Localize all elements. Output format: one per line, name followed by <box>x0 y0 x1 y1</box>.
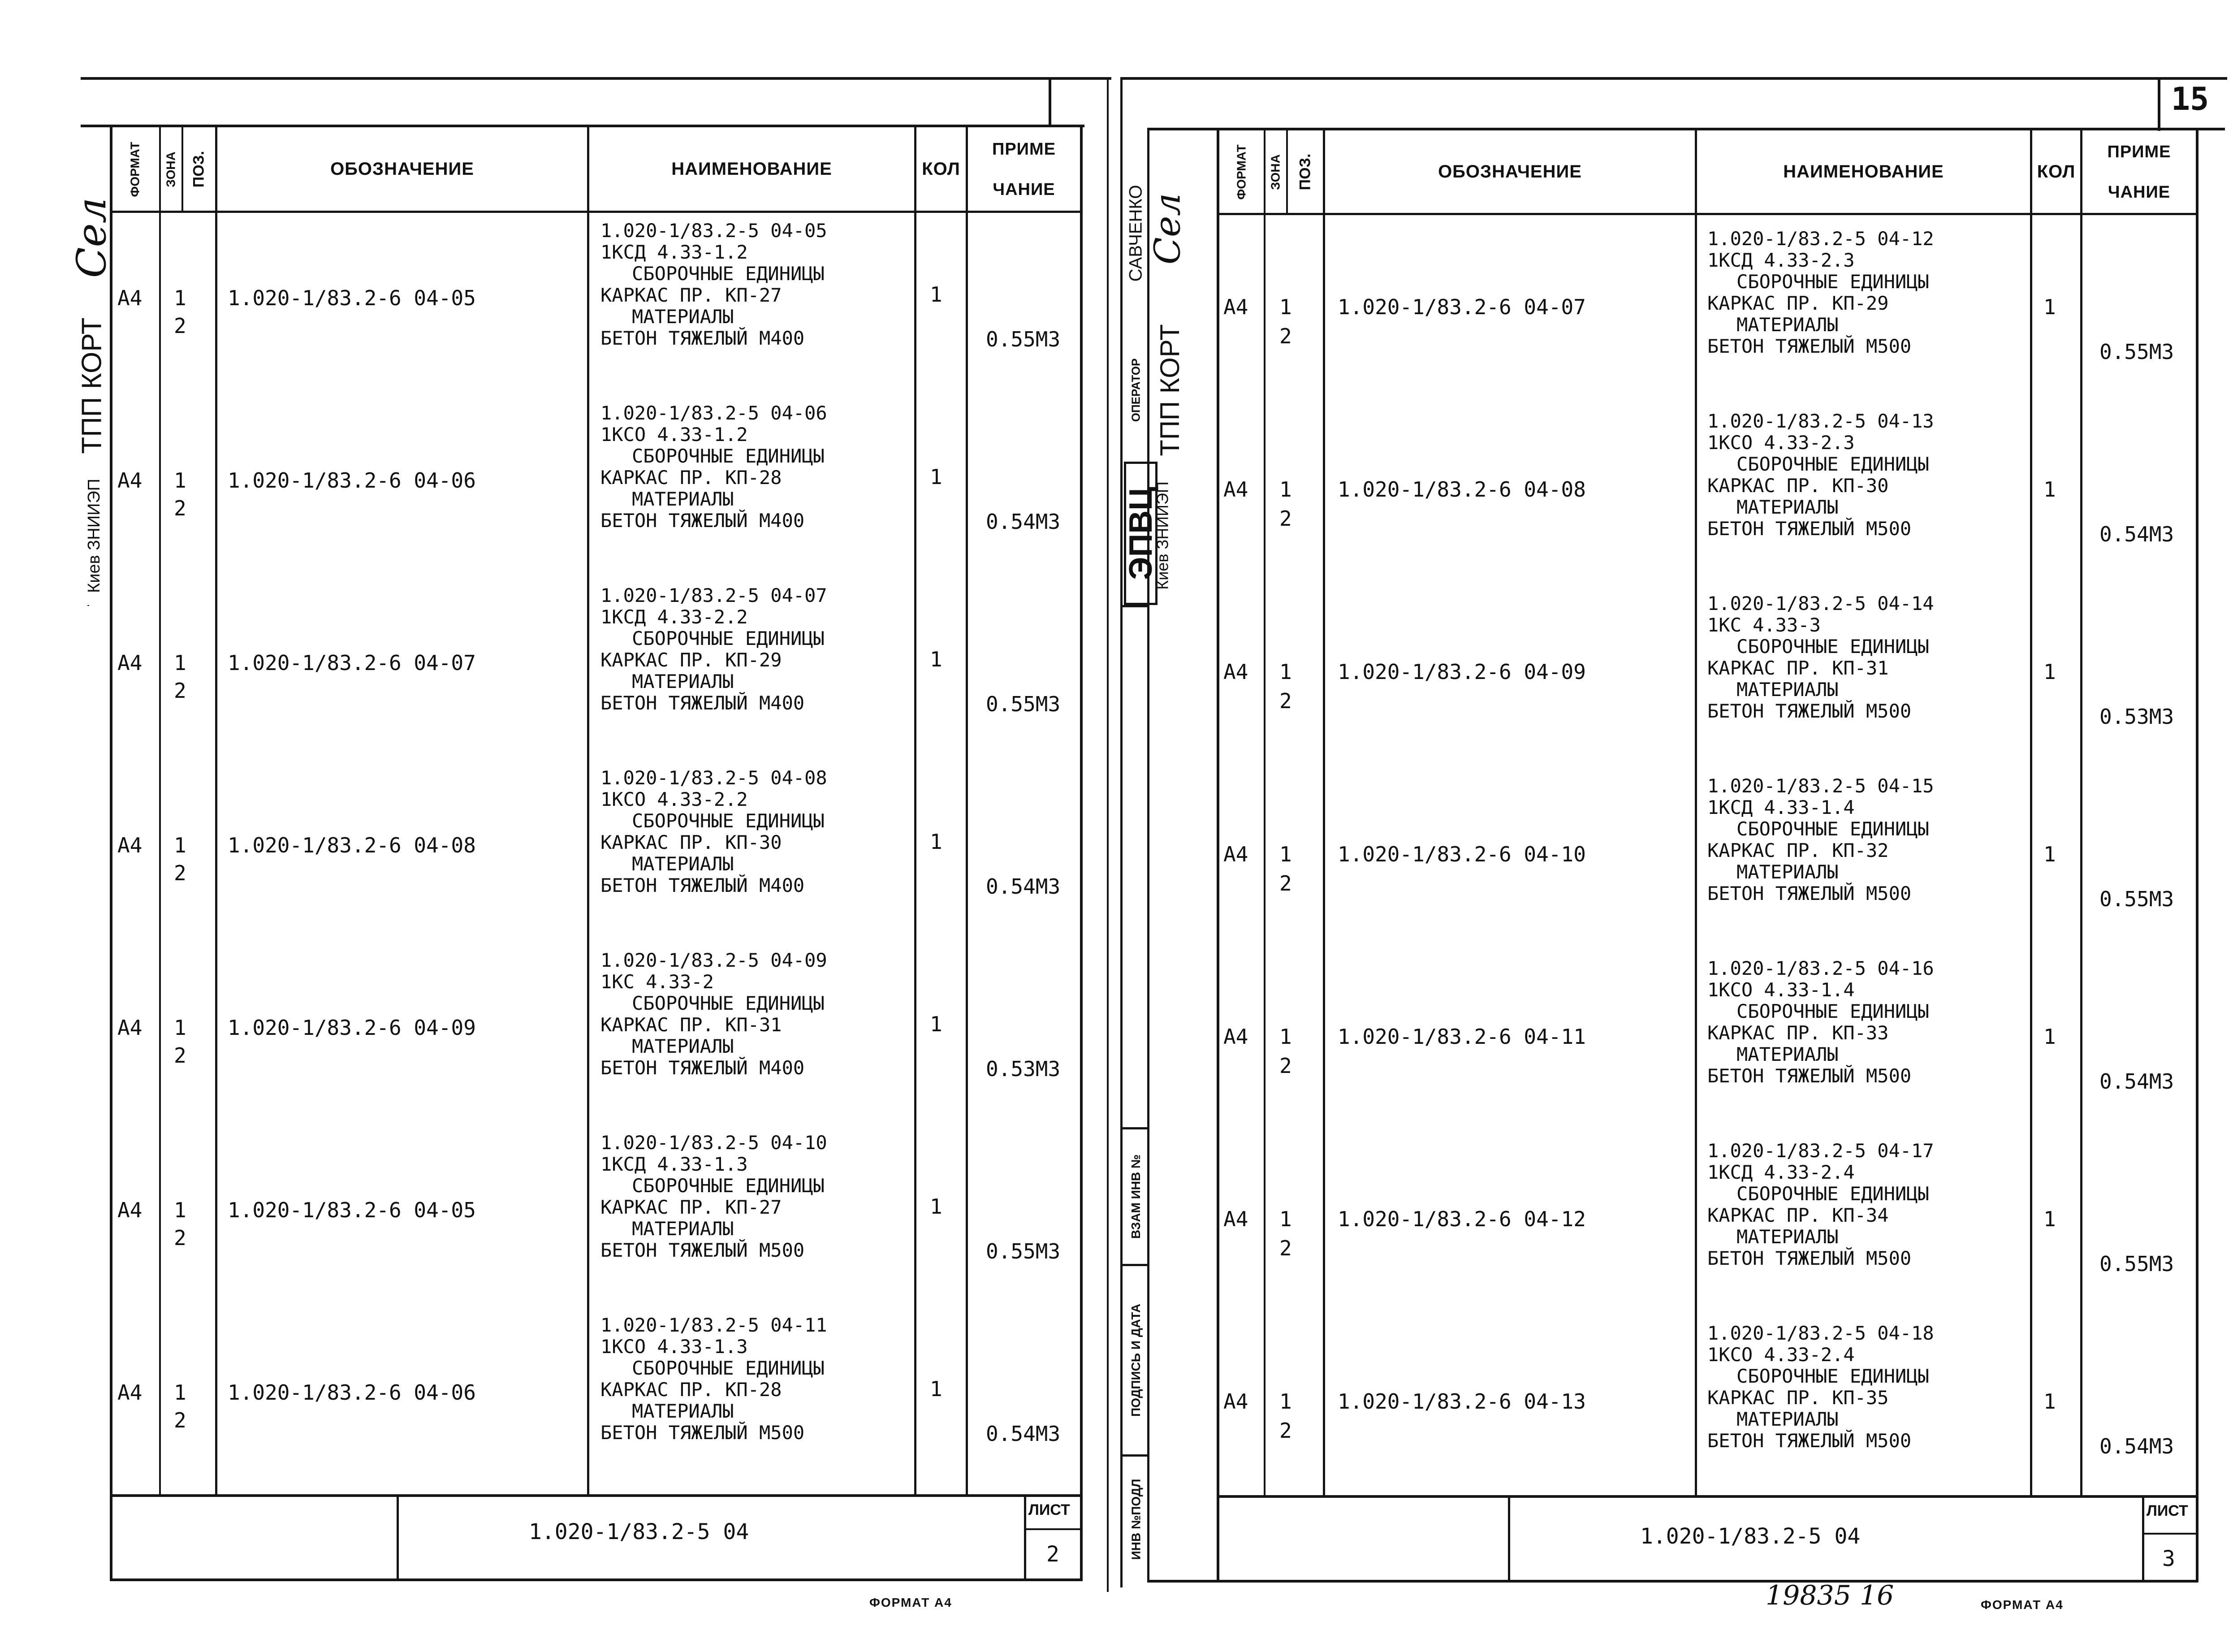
name-line: 1.020-1/83.2-5 04-07 <box>600 584 827 606</box>
header-pos: ПОЗ. <box>190 151 207 188</box>
name-line: 1КСО 4.33-1.3 <box>600 1336 748 1358</box>
sheet-number: 3 <box>2162 1546 2175 1571</box>
name-line: 1КСД 4.33-1.4 <box>1707 796 1855 818</box>
name-line: СБОРОЧНЫЕ ЕДИНИЦЫ <box>1736 636 1929 657</box>
name-line: МАТЕРИАЛЫ <box>632 1400 734 1422</box>
name-line: МАТЕРИАЛЫ <box>1736 861 1839 883</box>
header-pos: ПОЗ. <box>1296 153 1314 190</box>
name-line: КАРКАС ПР. КП-30 <box>1707 475 1889 497</box>
zone-cell: 1 <box>1279 1025 1292 1049</box>
stamp-vzam: ВЗАМ ИНВ № <box>1129 1154 1143 1239</box>
zone-cell: 1 <box>1279 842 1292 866</box>
sheet-label: ЛИСТ <box>1028 1501 1070 1518</box>
name-line: БЕТОН ТЯЖЕЛЫЙ М500 <box>1707 1065 1912 1087</box>
designation-cell: 1.020-1/83.2-6 04-08 <box>1338 477 1586 502</box>
designation-cell: 1.020-1/83.2-6 04-10 <box>1338 842 1586 866</box>
sheet-number: 2 <box>1046 1542 1059 1567</box>
designation-cell: 1.020-1/83.2-6 04-05 <box>228 1198 476 1222</box>
name-line: 1.020-1/83.2-5 04-05 <box>600 220 827 242</box>
designation-cell: 1.020-1/83.2-6 04-09 <box>1338 660 1586 684</box>
doc-code: 1.020-1/83.2-5 04 <box>1640 1524 1861 1549</box>
name-line: КАРКАС ПР. КП-31 <box>1707 657 1889 679</box>
name-line: 1КСО 4.33-2.3 <box>1707 432 1855 454</box>
note-cell: 0.54М3 <box>2099 522 2174 546</box>
designation-cell: 1.020-1/83.2-6 04-13 <box>1338 1389 1586 1414</box>
stamp-operator: ОПЕРАТОР <box>1129 358 1143 422</box>
designation-cell: 1.020-1/83.2-6 04-06 <box>228 468 476 493</box>
name-line: 1.020-1/83.2-5 04-14 <box>1707 592 1934 614</box>
name-line: 1.020-1/83.2-5 04-18 <box>1707 1322 1934 1344</box>
designation-cell: 1.020-1/83.2-6 04-12 <box>1338 1207 1586 1231</box>
stamp-podpis: ПОДПИСЬ И ДАТА <box>1129 1303 1143 1417</box>
header-designation: ОБОЗНАЧЕНИЕ <box>1438 162 1582 182</box>
pos-cell: 2 <box>1279 1418 1292 1443</box>
name-line: БЕТОН ТЯЖЕЛЫЙ М500 <box>1707 882 1912 904</box>
qty-cell: 1 <box>2043 477 2056 502</box>
name-line: 1.020-1/83.2-5 04-15 <box>1707 775 1934 797</box>
format-note: ФОРМАТ А4 <box>1981 1598 2064 1612</box>
name-line: 1.020-1/83.2-5 04-12 <box>1707 228 1934 250</box>
format-cell: А4 <box>117 833 143 857</box>
pos-cell: 2 <box>1279 506 1292 531</box>
qty-cell: 1 <box>930 1377 942 1401</box>
pos-cell: 2 <box>174 496 186 520</box>
note-cell: 0.55М3 <box>2099 1252 2174 1276</box>
format-cell: А4 <box>1223 842 1248 866</box>
format-cell: А4 <box>117 1198 143 1222</box>
header-name: НАИМЕНОВАНИЕ <box>671 159 832 179</box>
qty-cell: 1 <box>930 1012 942 1036</box>
header-zone: ЗОНА <box>164 151 178 187</box>
qty-cell: 1 <box>2043 295 2056 319</box>
format-cell: А4 <box>117 468 143 493</box>
name-line: БЕТОН ТЯЖЕЛЫЙ М500 <box>600 1422 805 1444</box>
name-line: 1.020-1/83.2-5 04-06 <box>600 402 827 424</box>
zone-cell: 1 <box>1279 1389 1292 1414</box>
note-cell: 0.53М3 <box>2099 705 2174 729</box>
note-cell: 0.54М3 <box>986 510 1061 534</box>
header-qty: КОЛ <box>922 159 960 179</box>
designation-cell: 1.020-1/83.2-6 04-07 <box>1338 295 1586 319</box>
stamp-person: САВЧЕНКО <box>1126 185 1146 281</box>
signature: Сел <box>68 197 116 278</box>
name-line: КАРКАС ПР. КП-27 <box>600 1196 782 1218</box>
designation-cell: 1.020-1/83.2-6 04-07 <box>228 651 476 675</box>
designation-cell: 1.020-1/83.2-6 04-08 <box>228 833 476 857</box>
signature: Сел <box>1146 193 1188 264</box>
name-line: 1.020-1/83.2-5 04-13 <box>1707 410 1934 432</box>
designation-cell: 1.020-1/83.2-6 04-05 <box>228 286 476 310</box>
format-cell: А4 <box>1223 1025 1248 1049</box>
format-cell: А4 <box>1223 477 1248 502</box>
name-line: 1.020-1/83.2-5 04-16 <box>1707 957 1934 979</box>
name-line: БЕТОН ТЯЖЕЛЫЙ М400 <box>600 692 805 714</box>
format-cell: А4 <box>117 651 143 675</box>
name-line: СБОРОЧНЫЕ ЕДИНИЦЫ <box>632 1357 825 1379</box>
name-line: СБОРОЧНЫЕ ЕДИНИЦЫ <box>632 810 825 832</box>
name-line: 1КС 4.33-3 <box>1707 614 1821 636</box>
qty-cell: 1 <box>930 1194 942 1219</box>
name-line: 1.020-1/83.2-5 04-17 <box>1707 1140 1934 1162</box>
stamp-org: ТПП КОРТ <box>76 317 108 454</box>
pos-cell: 2 <box>1279 324 1292 348</box>
header-designation: ОБОЗНАЧЕНИЕ <box>330 159 474 179</box>
name-line: 1.020-1/83.2-5 04-09 <box>600 949 827 971</box>
name-line: 1КСД 4.33-1.2 <box>600 241 748 263</box>
name-line: БЕТОН ТЯЖЕЛЫЙ М500 <box>1707 1430 1912 1452</box>
note-cell: 0.55М3 <box>2099 340 2174 364</box>
pos-cell: 2 <box>174 1043 186 1068</box>
name-line: МАТЕРИАЛЫ <box>1736 1408 1839 1430</box>
note-cell: 0.55М3 <box>986 692 1061 716</box>
qty-cell: 1 <box>930 830 942 854</box>
note-cell: 0.54М3 <box>986 1422 1061 1446</box>
stamp-inv: ИНВ №ПОДЛ <box>1129 1479 1143 1560</box>
designation-cell: 1.020-1/83.2-6 04-09 <box>228 1016 476 1040</box>
zone-cell: 1 <box>174 1016 186 1040</box>
right-sheet <box>1116 0 2233 1652</box>
name-line: МАТЕРИАЛЫ <box>632 1218 734 1240</box>
header-name: НАИМЕНОВАНИЕ <box>1783 162 1944 182</box>
sheet-label: ЛИСТ <box>2147 1502 2188 1519</box>
name-line: 1КСО 4.33-2.4 <box>1707 1344 1855 1366</box>
name-line: СБОРОЧНЫЕ ЕДИНИЦЫ <box>1736 818 1929 840</box>
name-line: 1КС 4.33-2 <box>600 971 714 993</box>
name-line: МАТЕРИАЛЫ <box>632 670 734 692</box>
name-line: КАРКАС ПР. КП-28 <box>600 1379 782 1401</box>
page-number: 15 <box>2171 81 2209 117</box>
header-qty: КОЛ <box>2037 162 2076 182</box>
stamp-org: ТПП КОРТ <box>1154 324 1185 456</box>
name-line: 1.020-1/83.2-5 04-11 <box>600 1314 827 1336</box>
note-cell: 0.55М3 <box>2099 887 2174 911</box>
name-line: 1КСД 4.33-1.3 <box>600 1153 748 1175</box>
pos-cell: 2 <box>1279 689 1292 713</box>
name-line: СБОРОЧНЫЕ ЕДИНИЦЫ <box>1736 1365 1929 1387</box>
qty-cell: 1 <box>2043 660 2056 684</box>
name-line: СБОРОЧНЫЕ ЕДИНИЦЫ <box>1736 453 1929 475</box>
designation-cell: 1.020-1/83.2-6 04-06 <box>228 1380 476 1405</box>
name-line: БЕТОН ТЯЖЕЛЫЙ М400 <box>600 327 805 349</box>
name-line: 1КСД 4.33-2.4 <box>1707 1161 1855 1183</box>
header-note: ПРИМЕ ЧАНИЕ <box>2107 142 2171 202</box>
name-line: СБОРОЧНЫЕ ЕДИНИЦЫ <box>1736 1183 1929 1205</box>
name-line: КАРКАС ПР. КП-29 <box>600 649 782 671</box>
note-cell: 0.53М3 <box>986 1057 1061 1081</box>
name-line: БЕТОН ТЯЖЕЛЫЙ М500 <box>1707 518 1912 540</box>
name-line: МАТЕРИАЛЫ <box>1736 496 1839 518</box>
note-cell: 0.54М3 <box>2099 1434 2174 1458</box>
name-line: КАРКАС ПР. КП-27 <box>600 284 782 306</box>
pos-cell: 2 <box>174 861 186 885</box>
pos-cell: 2 <box>1279 1054 1292 1078</box>
zone-cell: 1 <box>1279 477 1292 502</box>
handwritten-number: 19835 16 <box>1766 1580 1894 1611</box>
zone-cell: 1 <box>1279 295 1292 319</box>
format-cell: А4 <box>1223 1207 1248 1231</box>
name-line: 1КСД 4.33-2.3 <box>1707 249 1855 271</box>
format-cell: А4 <box>117 286 143 310</box>
note-cell: 0.54М3 <box>986 874 1061 899</box>
qty-cell: 1 <box>2043 1389 2056 1414</box>
note-cell: 0.55М3 <box>986 327 1061 351</box>
name-line: КАРКАС ПР. КП-30 <box>600 831 782 853</box>
zone-cell: 1 <box>174 286 186 310</box>
doc-code: 1.020-1/83.2-5 04 <box>529 1519 749 1544</box>
name-line: СБОРОЧНЫЕ ЕДИНИЦЫ <box>632 263 825 285</box>
name-line: МАТЕРИАЛЫ <box>1736 679 1839 701</box>
zone-cell: 1 <box>1279 660 1292 684</box>
pos-cell: 2 <box>174 679 186 703</box>
stamp-city: Киев ЗНИИЭП <box>1153 481 1172 590</box>
format-cell: А4 <box>1223 1389 1248 1414</box>
note-cell: 0.55М3 <box>986 1239 1061 1263</box>
name-line: БЕТОН ТЯЖЕЛЫЙ М400 <box>600 510 805 532</box>
zone-cell: 1 <box>174 1198 186 1222</box>
qty-cell: 1 <box>930 465 942 489</box>
pos-cell: 2 <box>174 1408 186 1432</box>
name-line: БЕТОН ТЯЖЕЛЫЙ М500 <box>1707 1247 1912 1269</box>
name-line: МАТЕРИАЛЫ <box>632 488 734 510</box>
name-line: 1.020-1/83.2-5 04-08 <box>600 767 827 789</box>
qty-cell: 1 <box>930 282 942 307</box>
header-format: ФОРМАТ <box>1235 144 1248 200</box>
name-line: БЕТОН ТЯЖЕЛЫЙ М500 <box>1707 700 1912 722</box>
pos-cell: 2 <box>1279 1236 1292 1260</box>
name-line: КАРКАС ПР. КП-28 <box>600 467 782 489</box>
name-line: КАРКАС ПР. КП-34 <box>1707 1204 1889 1226</box>
header-zone: ЗОНА <box>1269 154 1283 190</box>
pos-cell: 2 <box>1279 871 1292 895</box>
format-cell: А4 <box>1223 295 1248 319</box>
zone-cell: 1 <box>174 651 186 675</box>
name-line: МАТЕРИАЛЫ <box>632 1035 734 1057</box>
note-cell: 0.54М3 <box>2099 1069 2174 1094</box>
name-line: КАРКАС ПР. КП-29 <box>1707 292 1889 314</box>
header-note: ПРИМЕ ЧАНИЕ <box>992 139 1056 199</box>
qty-cell: 1 <box>2043 842 2056 866</box>
zone-cell: 1 <box>174 468 186 493</box>
zone-cell: 1 <box>174 1380 186 1405</box>
name-line: БЕТОН ТЯЖЕЛЫЙ М500 <box>600 1239 805 1261</box>
left-sheet <box>0 0 1116 1652</box>
name-line: МАТЕРИАЛЫ <box>1736 1043 1839 1065</box>
name-line: СБОРОЧНЫЕ ЕДИНИЦЫ <box>632 445 825 467</box>
name-line: КАРКАС ПР. КП-31 <box>600 1014 782 1036</box>
name-line: 1КСД 4.33-2.2 <box>600 606 748 628</box>
name-line: 1КСО 4.33-1.2 <box>600 424 748 445</box>
qty-cell: 1 <box>930 647 942 671</box>
name-line: КАРКАС ПР. КП-32 <box>1707 839 1889 861</box>
format-cell: А4 <box>117 1380 143 1405</box>
name-line: КАРКАС ПР. КП-33 <box>1707 1022 1889 1044</box>
designation-cell: 1.020-1/83.2-6 04-11 <box>1338 1025 1586 1049</box>
name-line: БЕТОН ТЯЖЕЛЫЙ М500 <box>1707 335 1912 357</box>
name-line: МАТЕРИАЛЫ <box>1736 314 1839 336</box>
pos-cell: 2 <box>174 314 186 338</box>
name-line: 1КСО 4.33-1.4 <box>1707 979 1855 1001</box>
name-line: СБОРОЧНЫЕ ЕДИНИЦЫ <box>1736 271 1929 293</box>
name-line: 1.020-1/83.2-5 04-10 <box>600 1132 827 1154</box>
name-line: 1КСО 4.33-2.2 <box>600 788 748 810</box>
zone-cell: 1 <box>174 833 186 857</box>
name-line: СБОРОЧНЫЕ ЕДИНИЦЫ <box>632 627 825 649</box>
name-line: СБОРОЧНЫЕ ЕДИНИЦЫ <box>632 1175 825 1197</box>
format-note: ФОРМАТ А4 <box>869 1596 952 1609</box>
name-line: МАТЕРИАЛЫ <box>632 306 734 328</box>
format-cell: А4 <box>117 1016 143 1040</box>
name-line: СБОРОЧНЫЕ ЕДИНИЦЫ <box>1736 1000 1929 1022</box>
qty-cell: 1 <box>2043 1025 2056 1049</box>
name-line: БЕТОН ТЯЖЕЛЫЙ М400 <box>600 1057 805 1079</box>
stamp-city: Киев ЗНИИЭП <box>84 478 104 593</box>
name-line: БЕТОН ТЯЖЕЛЫЙ М400 <box>600 874 805 896</box>
zone-cell: 1 <box>1279 1207 1292 1231</box>
stamp-logo: ЭПВЦ <box>1123 487 1159 580</box>
pos-cell: 2 <box>174 1226 186 1250</box>
format-cell: А4 <box>1223 660 1248 684</box>
qty-cell: 1 <box>2043 1207 2056 1231</box>
name-line: МАТЕРИАЛЫ <box>632 853 734 875</box>
header-format: ФОРМАТ <box>128 141 142 197</box>
name-line: СБОРОЧНЫЕ ЕДИНИЦЫ <box>632 992 825 1014</box>
name-line: КАРКАС ПР. КП-35 <box>1707 1387 1889 1409</box>
name-line: МАТЕРИАЛЫ <box>1736 1226 1839 1248</box>
